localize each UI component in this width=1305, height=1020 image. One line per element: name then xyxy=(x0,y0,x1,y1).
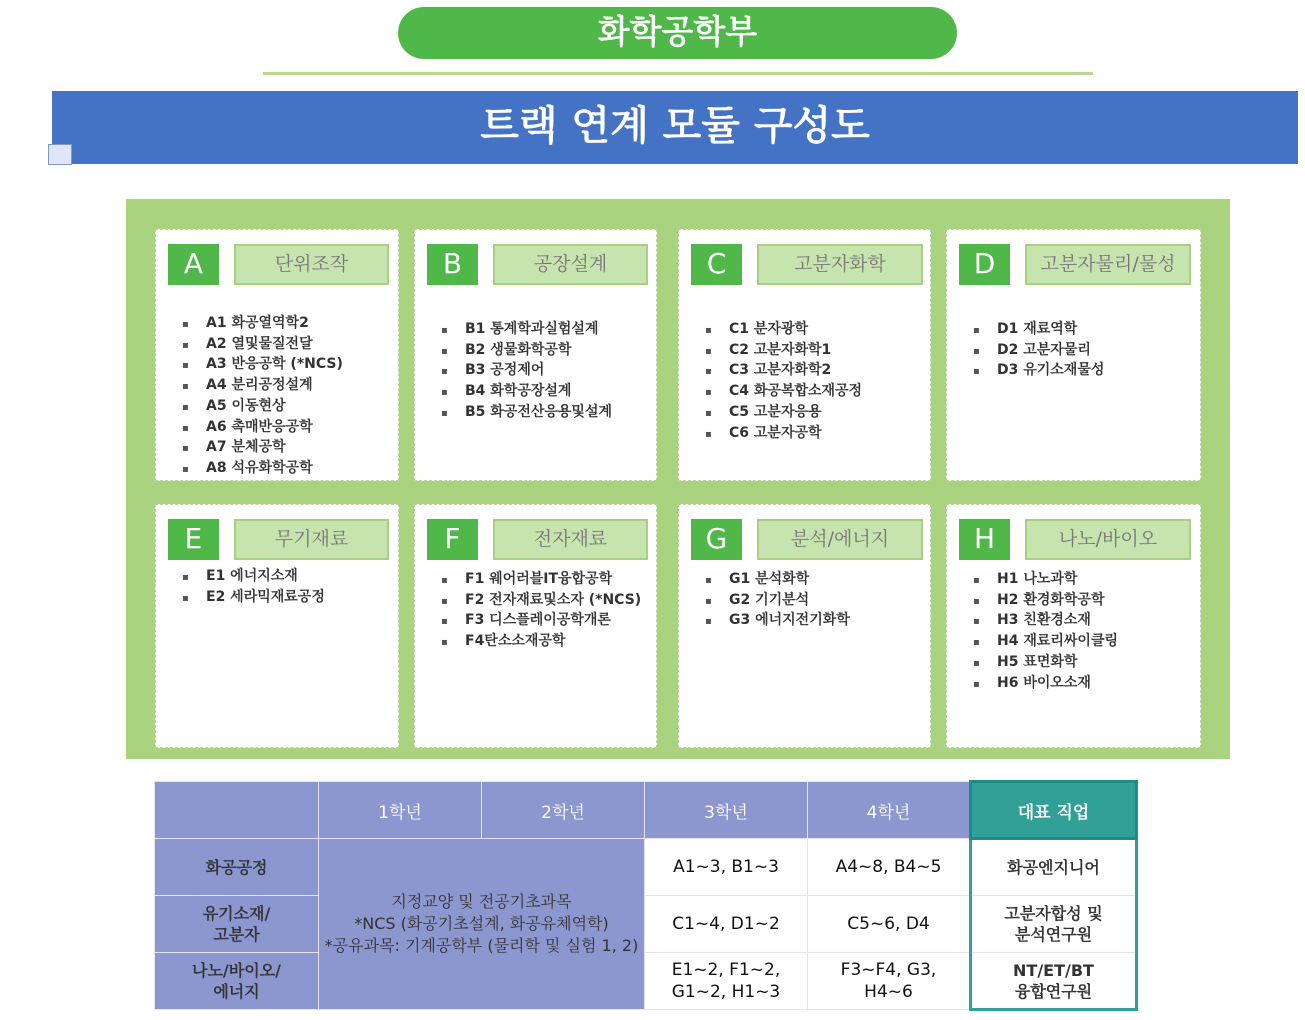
course-item xyxy=(705,341,862,362)
module-letter: D xyxy=(959,244,1010,285)
year4-courses: C5~6, D4 xyxy=(808,896,971,953)
module-card-e xyxy=(155,504,399,748)
module-title: 나노/바이오 xyxy=(1025,519,1191,560)
row-label: 화공공정 xyxy=(155,839,319,896)
module-letter: C xyxy=(691,244,742,285)
course-label: C5 고분자응용 xyxy=(729,403,822,420)
header-year4: 4학년 xyxy=(808,782,971,839)
table-row xyxy=(155,896,1137,953)
course-item xyxy=(182,418,343,439)
course-list xyxy=(705,320,862,444)
bullet-icon: ▪ xyxy=(441,387,448,399)
module-card-a xyxy=(155,229,399,481)
year3-courses: A1~3, B1~3 xyxy=(645,839,808,896)
course-label: A4 분리공정설계 xyxy=(206,377,313,394)
course-item xyxy=(441,632,641,653)
course-item xyxy=(182,588,325,609)
bullet-icon: ▪ xyxy=(182,339,189,351)
year3-courses: C1~4, D1~2 xyxy=(645,896,808,953)
course-item xyxy=(705,570,850,591)
course-label: H2 환경화학공학 xyxy=(997,591,1105,608)
course-item xyxy=(973,570,1118,591)
course-label: B3 공정제어 xyxy=(465,362,545,379)
bullet-icon: ▪ xyxy=(182,319,189,330)
bullet-icon: ▪ xyxy=(705,428,712,440)
course-list xyxy=(973,320,1104,382)
course-item xyxy=(705,591,850,612)
course-item xyxy=(973,341,1104,362)
job-cell: NT/ET/BT 융합연구원 xyxy=(971,953,1137,1010)
job-cell: 고분자합성 및 분석연구원 xyxy=(971,896,1137,953)
course-item xyxy=(441,382,612,403)
table-row xyxy=(155,953,1137,1010)
course-item xyxy=(705,611,850,632)
row-label: 유기소재/ 고분자 xyxy=(155,896,319,953)
course-label: G1 분석화학 xyxy=(729,571,810,587)
module-letter: B xyxy=(427,244,478,285)
course-label: D3 유기소재물성 xyxy=(997,362,1105,379)
bullet-icon: ▪ xyxy=(441,345,448,357)
course-label: B2 생물화학공학 xyxy=(465,341,572,358)
module-letter: E xyxy=(168,519,219,560)
year3-courses: E1~2, F1~2, G1~2, H1~3 xyxy=(645,953,808,1010)
course-list xyxy=(182,314,343,480)
course-label: G2 기기분석 xyxy=(729,591,810,608)
job-cell: 화공엔지니어 xyxy=(971,839,1137,896)
common-courses: 지정교양 및 전공기초과목 *NCS (화공기초설계, 화공유체역학) *공유과목: 기계공학부 (물리학 및 실험 1, 2) xyxy=(319,839,645,1010)
bullet-icon: ▪ xyxy=(182,360,189,372)
course-label: C3 고분자화학2 xyxy=(729,362,832,379)
course-list xyxy=(973,570,1118,694)
course-label: B5 화공전산응용및설계 xyxy=(465,403,613,420)
module-title: 분석/에너지 xyxy=(757,519,923,560)
banner-title: 트랙 연계 모듈 구성도 xyxy=(52,91,1298,164)
bullet-icon: ▪ xyxy=(441,637,448,649)
course-item xyxy=(182,397,343,418)
course-list xyxy=(705,570,850,632)
course-item xyxy=(973,591,1118,612)
module-letter: H xyxy=(959,519,1010,560)
module-title: 전자재료 xyxy=(493,519,648,560)
course-label: E2 세라믹재료공정 xyxy=(206,588,325,605)
course-label: H1 나노과학 xyxy=(997,571,1078,587)
header-year3: 3학년 xyxy=(645,782,808,839)
course-item xyxy=(973,361,1104,382)
course-item xyxy=(973,653,1118,674)
course-item xyxy=(973,674,1118,695)
module-card-b xyxy=(414,229,657,481)
course-label: A1 화공열역학2 xyxy=(206,315,309,331)
module-title: 고분자화학 xyxy=(757,244,923,285)
module-card-g xyxy=(678,504,931,748)
course-label: F1 웨어러블IT융합공학 xyxy=(465,571,613,587)
header-job: 대표 직업 xyxy=(971,782,1137,839)
course-item xyxy=(441,341,612,362)
course-label: C6 고분자공학 xyxy=(729,424,822,441)
module-card-d xyxy=(946,229,1201,481)
module-title: 공장설계 xyxy=(493,244,648,285)
bullet-icon: ▪ xyxy=(973,345,980,357)
year4-courses: F3~F4, G3, H4~6 xyxy=(808,953,971,1010)
course-item xyxy=(973,611,1118,632)
course-item xyxy=(705,424,862,445)
module-panel xyxy=(126,199,1230,759)
header-year2: 2학년 xyxy=(482,782,645,839)
course-label: F4탄소소재공학 xyxy=(465,633,566,650)
bullet-icon: ▪ xyxy=(182,572,189,583)
table-row xyxy=(155,839,1137,896)
course-label: A8 석유화학공학 xyxy=(206,459,313,476)
course-item xyxy=(441,611,641,632)
course-label: H5 표면화학 xyxy=(997,653,1078,670)
bullet-icon: ▪ xyxy=(973,595,980,607)
course-list xyxy=(182,567,325,608)
bullet-icon: ▪ xyxy=(441,595,448,607)
course-item xyxy=(973,632,1118,653)
course-item xyxy=(441,361,612,382)
module-letter: G xyxy=(691,519,742,560)
course-item xyxy=(705,320,862,341)
selection-handle[interactable] xyxy=(48,144,72,165)
bullet-icon: ▪ xyxy=(441,366,448,378)
course-label: G3 에너지전기화학 xyxy=(729,612,850,629)
bullet-icon: ▪ xyxy=(182,592,189,604)
module-title: 무기재료 xyxy=(234,519,389,560)
module-letter: F xyxy=(427,519,478,560)
course-label: A3 반응공학 (*NCS) xyxy=(206,356,343,373)
course-list xyxy=(441,320,612,424)
course-label: C2 고분자화학1 xyxy=(729,341,832,358)
course-item xyxy=(705,361,862,382)
module-card-c xyxy=(678,229,931,481)
bullet-icon: ▪ xyxy=(182,422,189,434)
row-label: 나노/바이오/ 에너지 xyxy=(155,953,319,1010)
bullet-icon: ▪ xyxy=(973,325,980,336)
bullet-icon: ▪ xyxy=(182,401,189,413)
course-label: E1 에너지소재 xyxy=(206,568,298,584)
bullet-icon: ▪ xyxy=(182,443,189,455)
module-title: 단위조작 xyxy=(234,244,389,285)
department-title: 화학공학부 xyxy=(398,7,957,59)
bullet-icon: ▪ xyxy=(705,595,712,607)
bullet-icon: ▪ xyxy=(441,616,448,628)
bullet-icon: ▪ xyxy=(973,637,980,649)
course-label: A7 분체공학 xyxy=(206,439,286,456)
course-item xyxy=(182,459,343,480)
course-item xyxy=(441,320,612,341)
course-item xyxy=(182,355,343,376)
course-label: F2 전자재료및소자 (*NCS) xyxy=(465,591,642,608)
bullet-icon: ▪ xyxy=(182,463,189,475)
course-label: C1 분자광학 xyxy=(729,321,808,337)
course-label: B1 통계학과실험설계 xyxy=(465,321,599,337)
course-item xyxy=(182,376,343,397)
course-item xyxy=(441,403,612,424)
header-year1: 1학년 xyxy=(319,782,482,839)
bullet-icon: ▪ xyxy=(182,381,189,393)
course-label: A5 이동현상 xyxy=(206,397,286,414)
course-item xyxy=(705,403,862,424)
course-label: A2 열및물질전달 xyxy=(206,335,313,352)
module-title: 고분자물리/물성 xyxy=(1025,244,1191,285)
bullet-icon: ▪ xyxy=(973,366,980,378)
bullet-icon: ▪ xyxy=(705,616,712,628)
course-item xyxy=(182,314,343,335)
bullet-icon: ▪ xyxy=(705,345,712,357)
bullet-icon: ▪ xyxy=(973,657,980,669)
course-label: D2 고분자물리 xyxy=(997,341,1091,358)
bullet-icon: ▪ xyxy=(705,366,712,378)
module-card-f xyxy=(414,504,657,748)
module-card-h xyxy=(946,504,1201,748)
course-item xyxy=(973,320,1104,341)
track-table xyxy=(154,780,1138,1011)
course-label: B4 화학공장설계 xyxy=(465,383,572,400)
course-label: F3 디스플레이공학개론 xyxy=(465,612,611,629)
bullet-icon: ▪ xyxy=(705,407,712,419)
bullet-icon: ▪ xyxy=(441,407,448,419)
bullet-icon: ▪ xyxy=(973,616,980,628)
course-list xyxy=(441,570,641,653)
table-corner xyxy=(155,782,319,839)
course-item xyxy=(182,567,325,588)
course-label: C4 화공복합소재공정 xyxy=(729,383,863,400)
course-label: H6 바이오소재 xyxy=(997,674,1091,691)
course-item xyxy=(705,382,862,403)
course-label: A6 촉매반응공학 xyxy=(206,418,313,435)
bullet-icon: ▪ xyxy=(441,575,448,586)
bullet-icon: ▪ xyxy=(705,387,712,399)
course-label: D1 재료역학 xyxy=(997,321,1078,337)
course-item xyxy=(441,570,641,591)
course-label: H4 재료리싸이클링 xyxy=(997,633,1118,650)
module-letter: A xyxy=(168,244,219,285)
bullet-icon: ▪ xyxy=(441,325,448,336)
course-item xyxy=(182,438,343,459)
course-item xyxy=(441,591,641,612)
divider xyxy=(263,72,1093,75)
bullet-icon: ▪ xyxy=(705,575,712,586)
bullet-icon: ▪ xyxy=(973,678,980,690)
bullet-icon: ▪ xyxy=(705,325,712,336)
course-item xyxy=(182,335,343,356)
year4-courses: A4~8, B4~5 xyxy=(808,839,971,896)
bullet-icon: ▪ xyxy=(973,575,980,586)
course-label: H3 친환경소재 xyxy=(997,612,1091,629)
